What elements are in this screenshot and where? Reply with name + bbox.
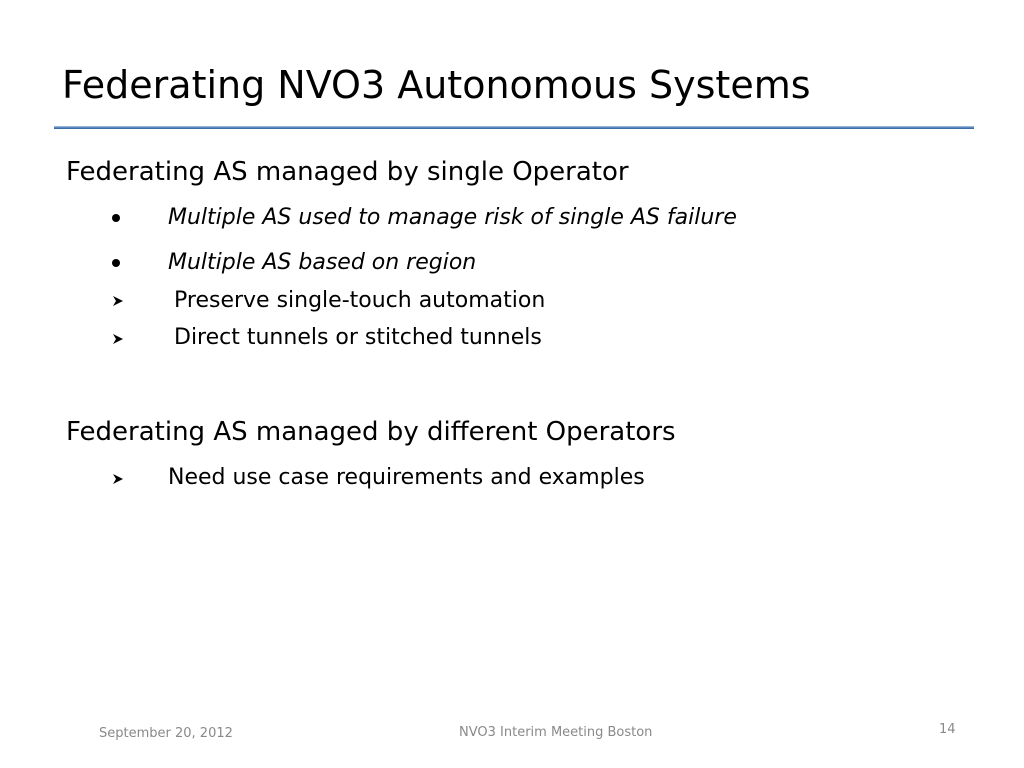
bullet-dot-icon — [112, 214, 120, 222]
arrow-bullet-icon — [112, 473, 124, 485]
bullet-dot-icon — [112, 259, 120, 267]
arrow-bullet-icon — [112, 295, 124, 307]
arrow-bullet-icon — [112, 333, 124, 345]
title-underline — [54, 126, 974, 129]
arrow-item: Direct tunnels or stitched tunnels — [174, 325, 542, 350]
footer-date: September 20, 2012 — [99, 726, 233, 741]
bullet-item: Multiple AS used to manage risk of single AS failure — [168, 205, 737, 230]
arrow-item: Need use case requirements and examples — [168, 465, 645, 490]
bullet-item: Multiple AS based on region — [168, 250, 477, 275]
section-heading: Federating AS managed by different Operators — [66, 417, 676, 447]
page-number: 14 — [939, 722, 956, 737]
slide-title: Federating NVO3 Autonomous Systems — [62, 63, 811, 107]
section-heading: Federating AS managed by single Operator — [66, 157, 629, 187]
footer-title: NVO3 Interim Meeting Boston — [459, 725, 653, 740]
arrow-item: Preserve single-touch automation — [174, 288, 546, 313]
